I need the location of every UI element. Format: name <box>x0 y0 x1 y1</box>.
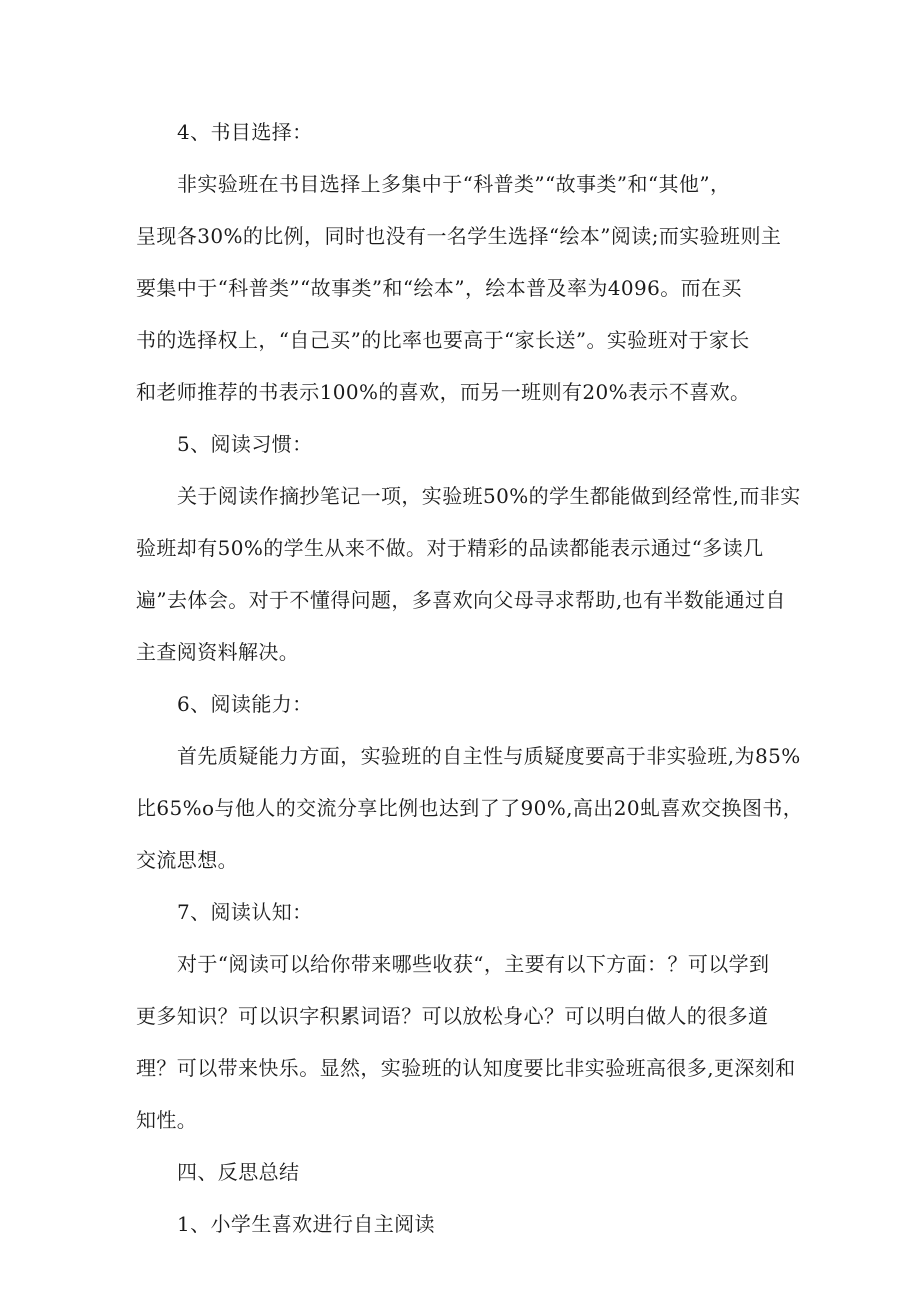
subsection-heading-1: 1、小学生喜欢进行自主阅读 <box>177 1212 435 1236</box>
paragraph-line: 比65%o与他人的交流分享比例也达到了了90%,高出20虬喜欢交换图书， <box>136 796 804 820</box>
paragraph-line: 和老师推荐的书表示100%的喜欢，而另一班则有20%表示不喜欢。 <box>136 380 751 404</box>
paragraph-line: 对于“阅读可以给你带来哪些收获“，主要有以下方面：？可以学到 <box>177 952 770 976</box>
section-heading-6: 6、阅读能力： <box>177 692 313 716</box>
paragraph-line: 非实验班在书目选择上多集中于“科普类”“故事类”和“其他”， <box>177 172 731 196</box>
section-heading-5: 5、阅读习惯： <box>177 432 313 456</box>
paragraph-line: 知性。 <box>136 1108 198 1132</box>
paragraph-line: 交流思想。 <box>136 848 238 872</box>
section-heading-reflection: 四、反思总结 <box>177 1160 300 1184</box>
paragraph-line: 更多知识？可以识字积累词语？可以放松身心？可以明白做人的很多道 <box>136 1004 769 1028</box>
section-heading-7: 7、阅读认知： <box>177 900 313 924</box>
paragraph-line: 关于阅读作摘抄笔记一项，实验班50%的学生都能做到经常性,而非实 <box>177 484 801 508</box>
paragraph-line: 遍”去体会。对于不懂得问题，多喜欢向父母寻求帮助,也有半数能通过自 <box>136 588 786 612</box>
paragraph-line: 理？可以带来快乐。显然，实验班的认知度要比非实验班高很多,更深刻和 <box>136 1056 796 1080</box>
paragraph-line: 主查阅资料解决。 <box>136 640 300 664</box>
paragraph-line: 验班却有50%的学生从来不做。对于精彩的品读都能表示通过“多读几 <box>136 536 764 560</box>
section-heading-4: 4、书目选择： <box>177 120 313 144</box>
paragraph-line: 要集中于“科普类”“故事类”和“绘本”，绘本普及率为4096。而在买 <box>136 276 742 300</box>
paragraph-line: 书的选择权上，“自己买”的比率也要高于“家长送”。实验班对于家长 <box>136 328 750 352</box>
paragraph-line: 首先质疑能力方面，实验班的自主性与质疑度要高于非实验班,为85% <box>177 744 801 768</box>
paragraph-line: 呈现各30%的比例，同时也没有一名学生选择“绘本”阅读;而实验班则主 <box>136 224 782 248</box>
